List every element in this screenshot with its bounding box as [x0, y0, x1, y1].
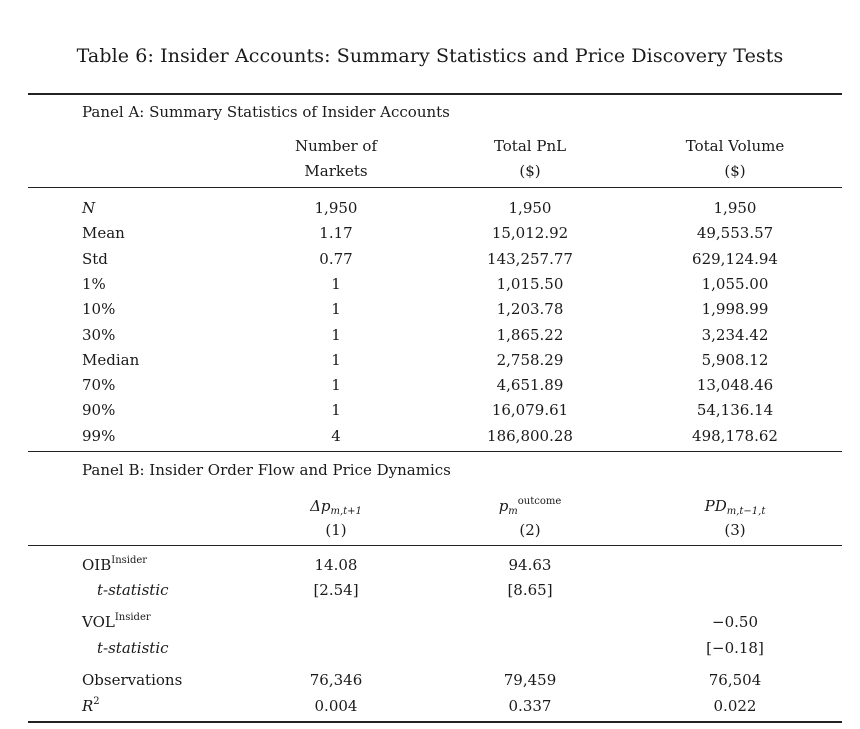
col-header-delta-p [266, 497, 406, 515]
row-label: 90% [82, 401, 116, 419]
row-label: Std [82, 250, 108, 268]
table-caption: Table 6: Insider Accounts: Summary Statistics and Price Discovery Tests [76, 45, 784, 67]
header-rule-b [28, 545, 842, 546]
table-cell: 1,203.78 [496, 300, 564, 318]
table-cell: 1 [331, 401, 341, 419]
row-label-oib-sup: Insider [111, 555, 148, 566]
panel-a-title: Panel A: Summary Statistics of Insider Accounts [82, 103, 450, 121]
table-cell: 1 [331, 300, 341, 318]
row-label-vol-tstat: t-statistic [97, 639, 169, 657]
vol-tstat-col3: [−0.18] [706, 639, 764, 657]
row-label-vol [82, 613, 151, 631]
row-label-r-squared-base: R [82, 697, 94, 715]
obs-col2: 79,459 [503, 671, 557, 689]
row-label-oib [82, 556, 147, 574]
table-cell: 186,800.28 [487, 427, 573, 445]
table-cell: 1 [331, 326, 341, 344]
table-cell: 1,865.22 [496, 326, 564, 344]
table-cell: 143,257.77 [487, 250, 573, 268]
row-label-r-squared [82, 697, 100, 715]
row-label: 30% [82, 326, 116, 344]
table-cell: 1,998.99 [701, 300, 769, 318]
col-header-delta-p-sub: m,t+1 [330, 506, 362, 517]
bottom-rule [28, 721, 842, 723]
table-cell: 498,178.62 [692, 427, 778, 445]
obs-col1: 76,346 [309, 671, 363, 689]
table-cell: 1 [331, 275, 341, 293]
table-cell: 1,950 [713, 199, 757, 217]
row-label: 99% [82, 427, 116, 445]
col-header-pnl-line1: Total PnL [493, 137, 567, 155]
col-header-p-outcome-base: p [498, 497, 509, 515]
table-cell: 1 [331, 376, 341, 394]
col-header-pnl-line2: ($) [519, 162, 541, 180]
col-header-pd [650, 497, 820, 515]
table-cell: 1,055.00 [701, 275, 769, 293]
row-label: 10% [82, 300, 116, 318]
oib-tstat-col2: [8.65] [507, 581, 553, 599]
row-label-oib-tstat: t-statistic [97, 581, 169, 599]
col-header-markets-line1: Number of [294, 137, 377, 155]
col-header-p-outcome-sup: outcome [517, 496, 562, 507]
panel-divider [28, 451, 842, 452]
col-header-volume-line2: ($) [724, 162, 746, 180]
table-cell: 16,079.61 [491, 401, 569, 419]
col-header-p-outcome [445, 497, 615, 515]
table-cell: 5,908.12 [701, 351, 769, 369]
row-label-observations: Observations [82, 671, 183, 689]
panel-b-title: Panel B: Insider Order Flow and Price Dynamics [82, 461, 451, 479]
col-header-volume-line1: Total Volume [685, 137, 785, 155]
oib-col1: 14.08 [314, 556, 358, 574]
row-label: 1% [82, 275, 106, 293]
table-cell: 3,234.42 [701, 326, 769, 344]
col-header-markets-line2: Markets [304, 162, 368, 180]
r2-col3: 0.022 [713, 697, 757, 715]
row-label: Mean [82, 224, 125, 242]
table-cell: 629,124.94 [692, 250, 778, 268]
obs-col3: 76,504 [708, 671, 762, 689]
oib-tstat-col1: [2.54] [313, 581, 359, 599]
table-cell: 54,136.14 [696, 401, 774, 419]
table-cell: 13,048.46 [696, 376, 774, 394]
oib-col2: 94.63 [508, 556, 552, 574]
table-cell: 1 [331, 351, 341, 369]
table-cell: 1.17 [319, 224, 353, 242]
row-label: Median [82, 351, 140, 369]
row-label: N [82, 199, 96, 217]
row-label-r-squared-sup: 2 [93, 696, 100, 707]
col-header-num-2: (2) [519, 521, 541, 539]
table-cell: 49,553.57 [696, 224, 774, 242]
col-header-pd-base: PD [704, 497, 727, 515]
table-cell: 2,758.29 [496, 351, 564, 369]
table-cell: 15,012.92 [491, 224, 569, 242]
table-cell: 1,950 [314, 199, 358, 217]
row-label-vol-sup: Insider [114, 612, 151, 623]
table-cell: 4,651.89 [496, 376, 564, 394]
table-cell: 4 [331, 427, 341, 445]
col-header-num-1: (1) [325, 521, 347, 539]
table-cell: 1,950 [508, 199, 552, 217]
row-label: 70% [82, 376, 116, 394]
row-label-oib-base: OIB [82, 556, 112, 574]
top-rule [28, 93, 842, 95]
col-header-pd-sub: m,t−1,t [726, 506, 766, 517]
header-rule-a [28, 187, 842, 188]
col-header-p-outcome-sub: m [508, 506, 518, 517]
vol-col3: −0.50 [712, 613, 758, 631]
col-header-num-3: (3) [724, 521, 746, 539]
row-label-vol-base: VOL [82, 613, 115, 631]
r2-col2: 0.337 [508, 697, 552, 715]
table-cell: 0.77 [319, 250, 353, 268]
table-cell: 1,015.50 [496, 275, 564, 293]
col-header-delta-p-base: Δp [310, 497, 331, 515]
r2-col1: 0.004 [314, 697, 358, 715]
